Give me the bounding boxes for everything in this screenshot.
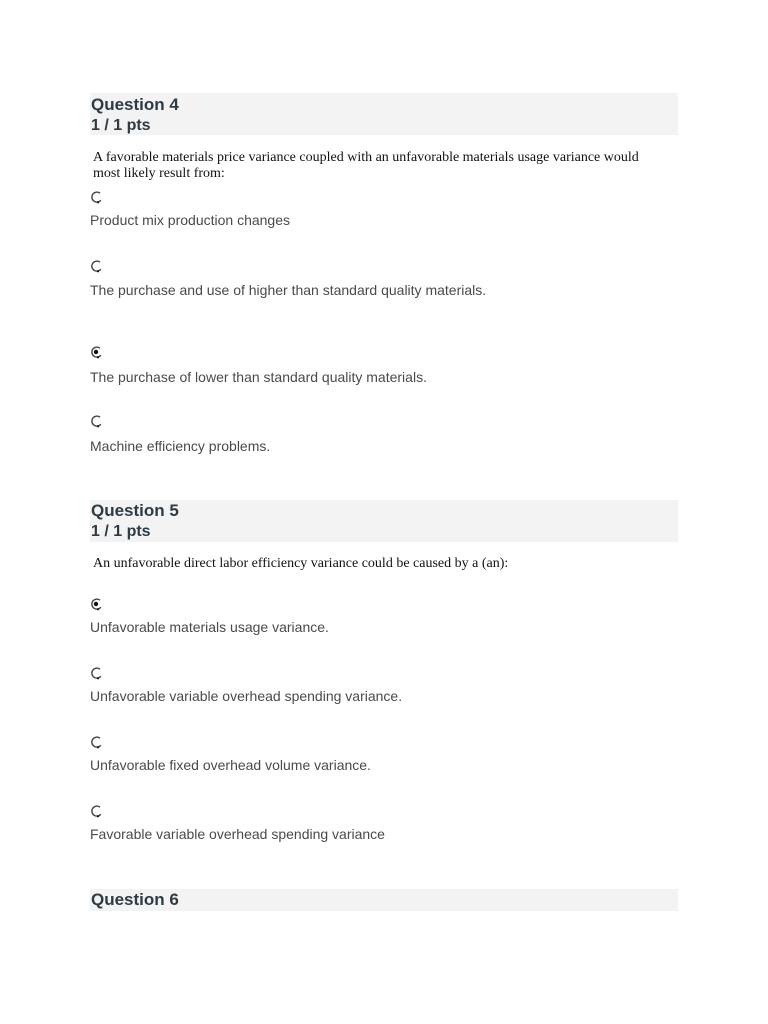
radio-unselected-icon bbox=[90, 190, 104, 204]
question-points: 1 / 1 pts bbox=[91, 523, 151, 540]
question-text: A favorable materials price variance coupled with an unfavorable materials usage variance would most likely result from: bbox=[93, 150, 639, 181]
answer-radio-q4-a1[interactable] bbox=[90, 190, 104, 204]
radio-selected-icon bbox=[90, 345, 104, 359]
answer-label[interactable]: The purchase of lower than standard quality materials. bbox=[90, 369, 427, 385]
answer-label[interactable]: The purchase and use of higher than standard quality materials. bbox=[90, 282, 487, 298]
answer-label[interactable]: Favorable variable overhead spending variance bbox=[90, 826, 385, 842]
question-title: Question 5 bbox=[91, 501, 179, 520]
question-title: Question 6 bbox=[91, 890, 179, 909]
question-5-header bbox=[90, 500, 678, 542]
answer-radio-q5-a2[interactable] bbox=[90, 666, 104, 680]
question-points: 1 / 1 pts bbox=[91, 117, 151, 134]
radio-unselected-icon bbox=[90, 666, 104, 680]
question-title: Question 4 bbox=[91, 95, 179, 114]
radio-unselected-icon bbox=[90, 414, 104, 428]
answer-radio-q5-a1[interactable] bbox=[90, 597, 104, 611]
radio-selected-icon bbox=[90, 597, 104, 611]
question-6-header bbox=[90, 889, 678, 911]
answer-radio-q5-a3[interactable] bbox=[90, 735, 104, 749]
radio-unselected-icon bbox=[90, 804, 104, 818]
answer-label[interactable]: Unfavorable materials usage variance. bbox=[90, 619, 329, 635]
answer-radio-q5-a4[interactable] bbox=[90, 804, 104, 818]
radio-unselected-icon bbox=[90, 735, 104, 749]
answer-label[interactable]: Product mix production changes bbox=[90, 212, 290, 228]
radio-unselected-icon bbox=[90, 259, 104, 273]
answer-radio-q4-a3[interactable] bbox=[90, 345, 104, 359]
answer-label[interactable]: Machine efficiency problems. bbox=[90, 438, 271, 454]
answer-label[interactable]: Unfavorable variable overhead spending variance. bbox=[90, 688, 403, 704]
question-text: An unfavorable direct labor efficiency variance could be caused by a (an): bbox=[93, 556, 509, 571]
answer-radio-q4-a2[interactable] bbox=[90, 259, 104, 273]
question-4-header bbox=[90, 93, 678, 135]
answer-label[interactable]: Unfavorable fixed overhead volume variance. bbox=[90, 757, 371, 773]
answer-radio-q4-a4[interactable] bbox=[90, 414, 104, 428]
